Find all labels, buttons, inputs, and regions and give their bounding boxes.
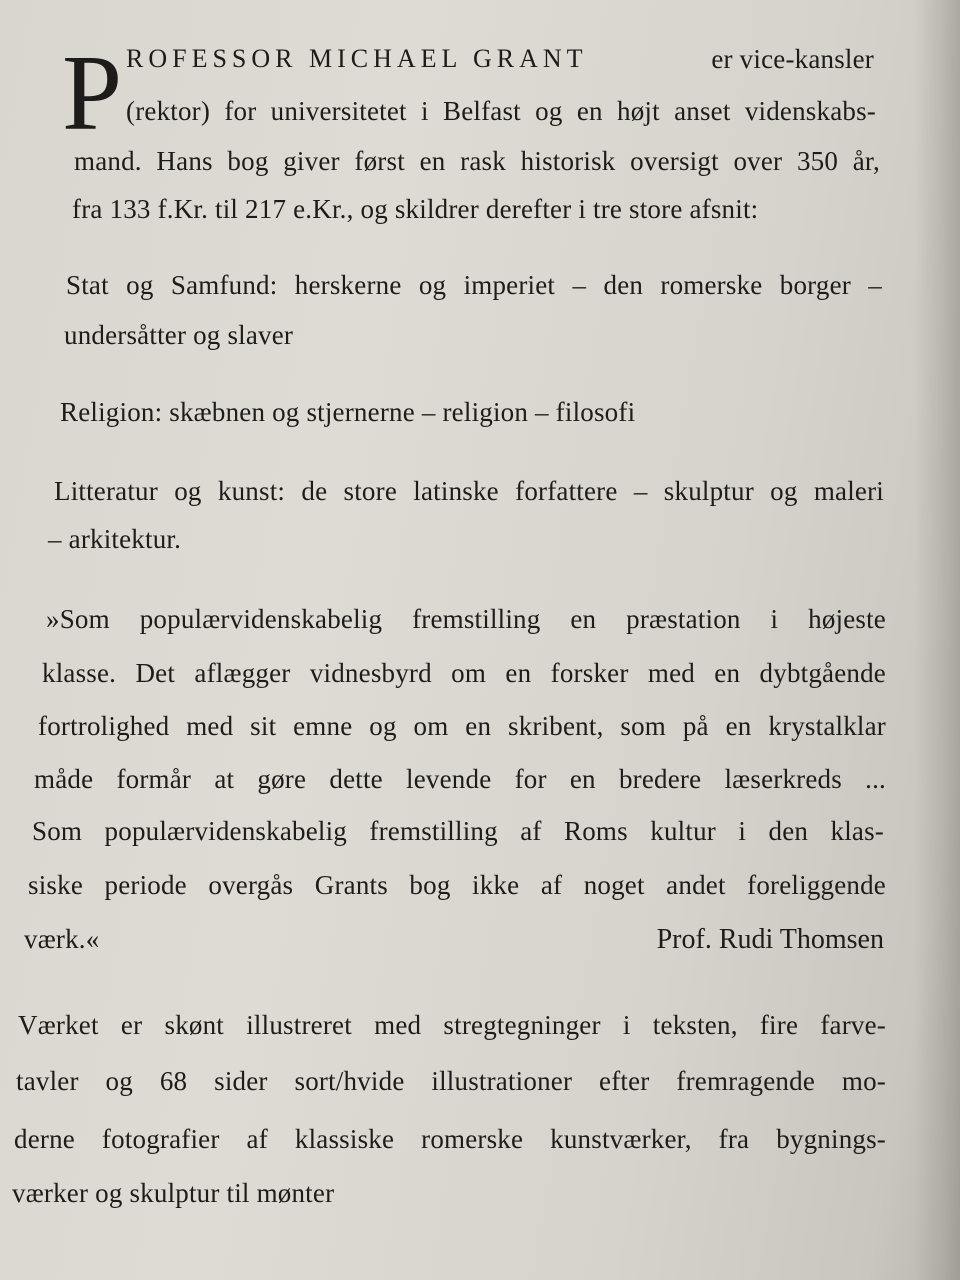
section-stat-line-1: Stat og Samfund: herskerne og imperiet – den romerske borger – bbox=[66, 270, 882, 300]
quote-line-6: siske periode overgås Grants bog ikke af noget andet foreliggende bbox=[28, 870, 886, 900]
intro-line-1-rest: er vice-kansler bbox=[711, 44, 874, 74]
intro-line-2: (rektor) for universitetet i Belfast og en højt anset videnskabs- bbox=[126, 96, 876, 126]
closing-line-2: tavler og 68 sider sort/hvide illustrationer efter fremragende mo- bbox=[16, 1066, 886, 1096]
drop-cap: P bbox=[62, 34, 123, 153]
quote-line-4: måde formår at gøre dette levende for en bredere læserkreds ... bbox=[34, 764, 886, 794]
closing-line-1: Værket er skønt illustreret med stregtegninger i teksten, fire farve- bbox=[18, 1010, 886, 1040]
section-stat-line-2: undersåtter og slaver bbox=[64, 320, 294, 350]
closing-line-4: værker og skulptur til mønter bbox=[12, 1178, 335, 1208]
quote-line-2: klasse. Det aflægger vidnesbyrd om en forsker med en dybtgående bbox=[42, 658, 886, 688]
section-litt-line-2: – arkitektur. bbox=[48, 524, 182, 554]
closing-line-3: derne fotografier af klassiske romerske kunstværker, fra bygnings- bbox=[14, 1124, 886, 1154]
intro-line-1 bbox=[126, 44, 874, 75]
section-litt-line-1: Litteratur og kunst: de store latinske forfattere – skulptur og maleri bbox=[54, 476, 884, 506]
section-religion-line: Religion: skæbnen og stjernerne – religion – filosofi bbox=[60, 397, 636, 427]
quote-line-5: Som populærvidenskabelig fremstilling af Roms kultur i den klas- bbox=[32, 816, 884, 846]
quote-line-1: »Som populærvidenskabelig fremstilling en præstation i højeste bbox=[46, 604, 886, 634]
author-name-caps: ROFESSOR MICHAEL GRANT bbox=[126, 44, 588, 73]
quote-author: Prof. Rudi Thomsen bbox=[656, 924, 884, 955]
quote-line-3: fortrolighed med sit emne og om en skribent, som på en krystalklar bbox=[38, 711, 886, 741]
intro-line-3: mand. Hans bog giver først en rask historisk oversigt over 350 år, bbox=[74, 146, 880, 176]
intro-line-4: fra 133 f.Kr. til 217 e.Kr., og skildrer derefter i tre store afsnit: bbox=[72, 194, 759, 224]
quote-line-7: værk.« bbox=[24, 924, 100, 954]
